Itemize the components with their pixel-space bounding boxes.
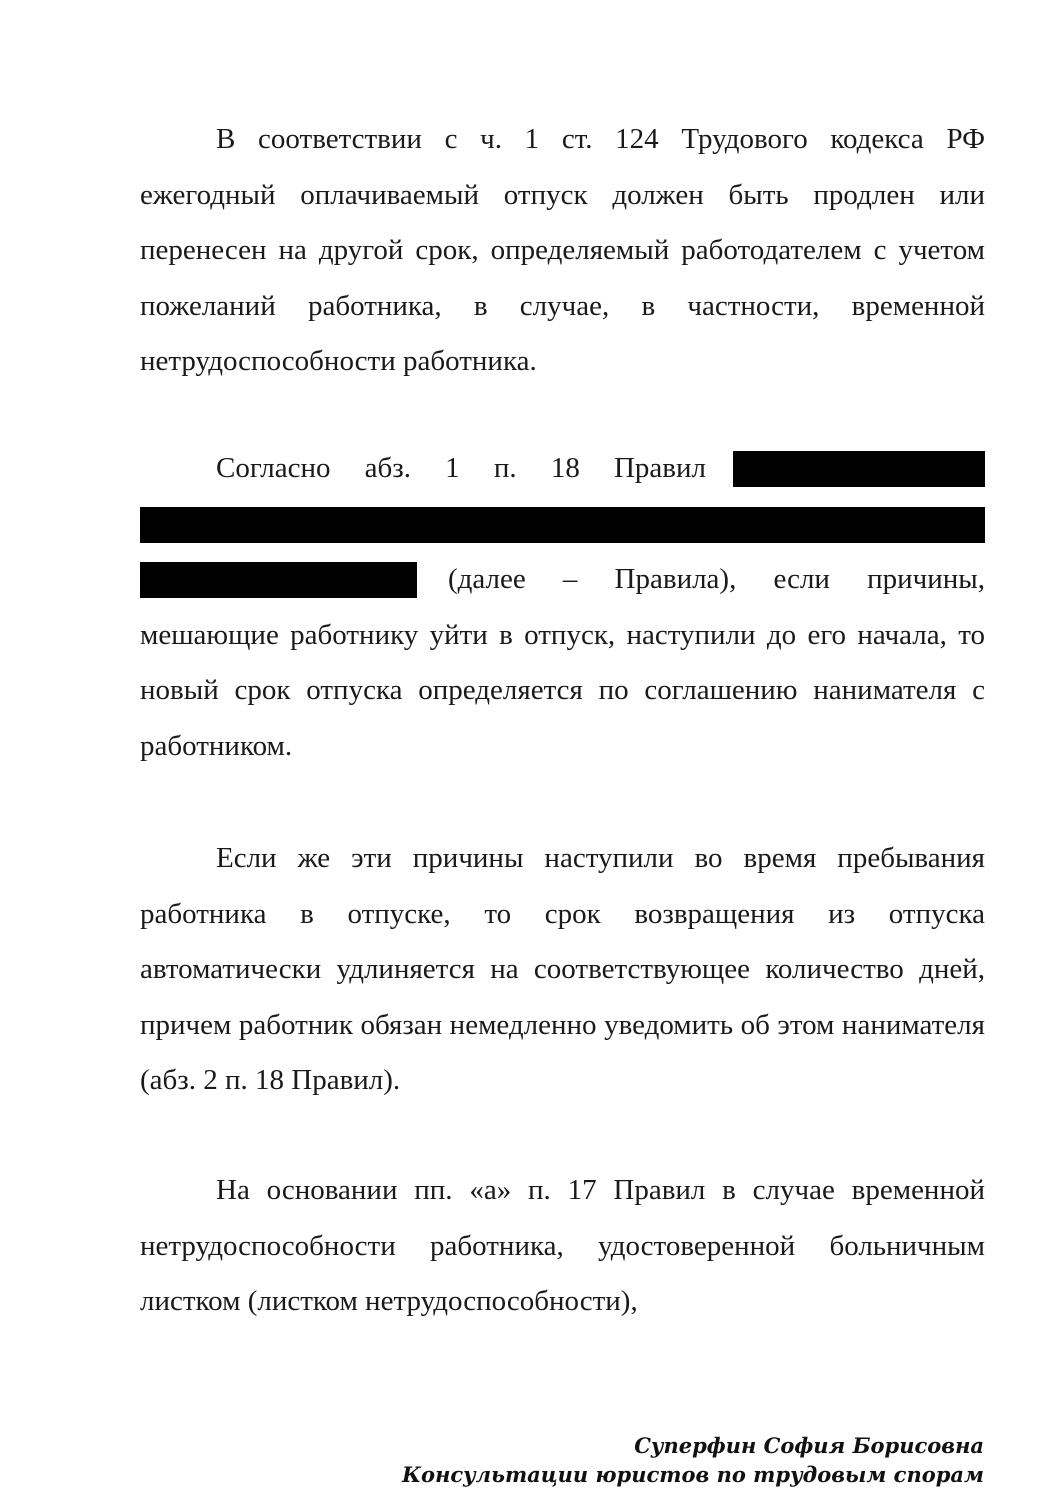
paragraph-2-start-text: Согласно абз. 1 п. 18 Правил bbox=[216, 452, 706, 484]
paragraph-4 bbox=[140, 1163, 985, 1330]
paragraph-4-text: На основании пп. «а» п. 17 Правил в случае временной нетрудоспособности работника, удостоверенной больничным листком (листком нетрудоспособности), bbox=[140, 1174, 985, 1318]
paragraph-2 bbox=[140, 441, 985, 775]
signature-title: Консультации юристов по трудовым спорам bbox=[401, 1462, 984, 1487]
paragraph-3 bbox=[140, 831, 985, 1109]
paragraph-2-rest-text: мешающие работнику уйти в отпуск, наступили до его начала, то новый срок отпуска определяется по соглашению нанимателя с работником. bbox=[140, 618, 985, 762]
signature-block bbox=[402, 1431, 984, 1489]
paragraph-3-text: Если же эти причины наступили во время пребывания работника в отпуске, то срок возвращения из отпуска автоматически удлиняется на соответствующее количество дней, причем работник обязан немедленно уведомить об этом нанимателя (абз. 2 п. 18 Правил). bbox=[140, 842, 985, 1097]
paragraph-2-line-3 bbox=[140, 552, 985, 608]
paragraph-2-line-2 bbox=[140, 497, 985, 553]
paragraph-2-after-redaction-text: (далее – Правила), если причины, bbox=[448, 563, 985, 596]
paragraph-1 bbox=[140, 112, 985, 390]
signature-name: Суперфин София Борисовна bbox=[634, 1433, 984, 1458]
paragraph-1-text: В соответствии с ч. 1 ст. 124 Трудового кодекса РФ ежегодный оплачиваемый отпуск должен быть продлен или перенесен на другой срок, определяемый работодателем с учетом пожеланий работника, в случае, в частности, временной нетрудоспособности работника. bbox=[140, 123, 985, 378]
redaction-block-3 bbox=[140, 562, 417, 598]
redaction-block-2 bbox=[140, 507, 985, 543]
redaction-block-1 bbox=[733, 451, 985, 487]
paragraph-2-line-1 bbox=[140, 441, 985, 497]
